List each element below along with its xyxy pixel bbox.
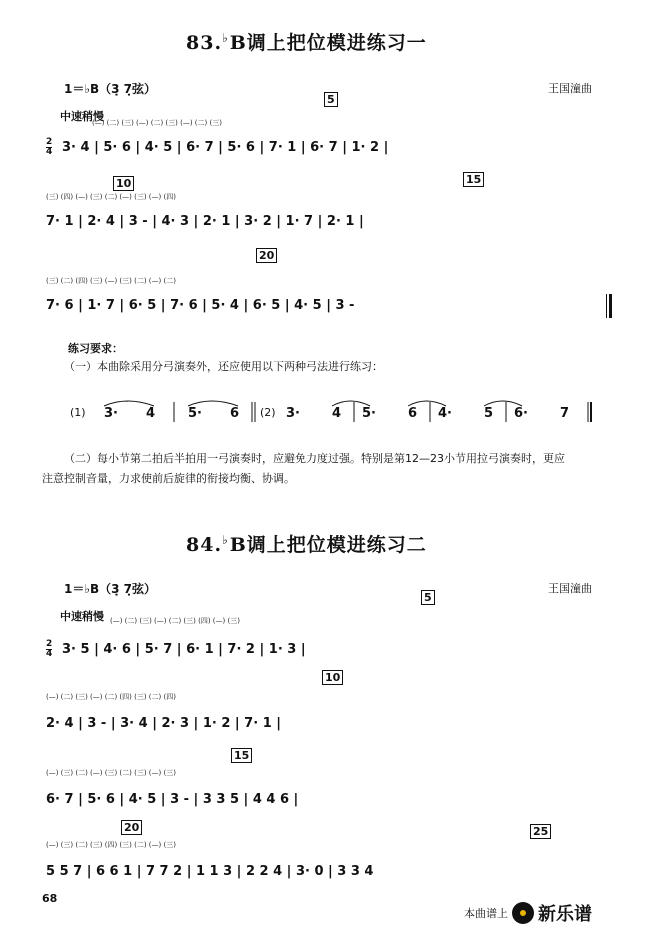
music-disc-logo-icon (512, 902, 534, 924)
piece1-requirement-2-line-2: 注意控制音量，力求使前后旋律的衔接均衡、协调。 (42, 472, 295, 485)
piece2-fingering-row-2: (—) (二) (三) (—) (二) (四) (三) (二) (四) (46, 693, 176, 701)
piece2-fingering-row-3: (—) (三) (二) (—) (三) (二) (三) (—) (三) (46, 769, 176, 777)
piece1-fingering-row-2: (三) (四) (—) (三) (二) (—) (三) (—) (四) (46, 193, 176, 201)
piece1-key: 1＝♭B（3̣ 7̣弦） (64, 82, 157, 96)
piece1-row-3: 7· 6 | 1· 7 | 6· 5 | 7· 6 | 5· 4 | 6· 5 | 4· 5 | 3 - (46, 298, 355, 313)
exercise-2-label: (2) (260, 406, 276, 419)
piece1-rehearsal-10: 10 (113, 176, 134, 191)
exercise-2-note-d: 6 (408, 406, 418, 421)
piece1-flat-sign: ♭ (222, 31, 229, 45)
piece1-requirement-2-line-1: （二）每小节第二拍后半拍用一弓演奏时，应避免力度过强。特别是第12—23小节用拉弓演奏时，更应 (64, 452, 565, 465)
piece2-title-text: B调上把位模进练习二 (229, 534, 427, 556)
page-number: 68 (42, 892, 58, 905)
exercise-1-note-b: 4 (146, 406, 156, 421)
piece1-final-barline (606, 294, 612, 318)
exercise-2-note-b: 4 (332, 406, 342, 421)
piece1-row-1: 3· 4 | 5· 6 | 4· 5 | 6· 7 | 5· 6 | 7· 1 | 6· 7 | 1· 2 | (62, 140, 389, 155)
piece2-rehearsal-20: 20 (121, 820, 142, 835)
piece2-composer: 王国潼曲 (548, 582, 592, 595)
piece2-title (186, 530, 427, 557)
piece1-rehearsal-15: 15 (463, 172, 484, 187)
site-logo-text: 新乐谱 (538, 904, 592, 925)
piece2-row-2: 2· 4 | 3 - | 3· 4 | 2· 3 | 1· 2 | 7· 1 | (46, 716, 282, 731)
piece2-flat-sign: ♭ (222, 533, 229, 547)
slur-marks (70, 398, 610, 428)
piece1-requirement-1: （一）本曲除采用分弓演奏外，还应使用以下两种弓法进行练习： (64, 360, 383, 373)
exercise-2-note-f: 5 (484, 406, 494, 421)
exercise-1-note-c: 5· (188, 406, 202, 421)
piece1-rehearsal-20: 20 (256, 248, 277, 263)
piece2-row-3: 6· 7 | 5· 6 | 4· 5 | 3 - | 3 3 5 | 4 4 6 | (46, 792, 299, 807)
exercise-2-note-g: 6· (514, 406, 528, 421)
exercise-2-note-a: 3· (286, 406, 300, 421)
site-watermark (458, 900, 598, 926)
piece1-number: 83. (186, 32, 223, 54)
piece2-row-4: 5 5 7 | 6 6 1 | 7 7 2 | 1 1 3 | 2 2 4 | 3· 0 | 3 3 4 (46, 864, 374, 879)
piece1-composer: 王国潼曲 (548, 82, 592, 95)
piece2-number: 84. (186, 534, 223, 556)
exercise-2-note-e: 4· (438, 406, 452, 421)
piece1-title (186, 28, 427, 55)
piece2-rehearsal-5: 5 (421, 590, 435, 605)
piece2-fingering-row-4: (—) (三) (二) (三) (四) (三) (二) (—) (三) (46, 841, 176, 849)
exercise-1-note-a: 3· (104, 406, 118, 421)
piece1-requirements-heading: 练习要求： (68, 342, 123, 355)
piece1-tempo: 中速稍慢 (60, 110, 104, 123)
piece2-rehearsal-10: 10 (322, 670, 343, 685)
piece2-key: 1＝♭B（3̣ 7̣弦） (64, 582, 157, 596)
piece1-fingering-row-3: (三) (二) (四) (三) (—) (三) (二) (—) (二) (46, 277, 176, 285)
piece1-rehearsal-5: 5 (324, 92, 338, 107)
piece2-tempo: 中速稍慢 (60, 610, 104, 623)
piece1-time-signature: 2 4 (46, 137, 53, 157)
exercise-2-note-c: 5· (362, 406, 376, 421)
piece2-row-1: 3· 5 | 4· 6 | 5· 7 | 6· 1 | 7· 2 | 1· 3 | (62, 642, 306, 657)
watermark-text: 本曲谱上 (464, 907, 508, 920)
piece1-fingering-row-1: (—) (二) (三) (—) (二) (三) (—) (二) (三) (92, 119, 222, 127)
exercise-1-note-d: 6 (230, 406, 240, 421)
exercise-1-label: (1) (70, 406, 86, 419)
piece1-row-2: 7· 1 | 2· 4 | 3 - | 4· 3 | 2· 1 | 3· 2 | 1· 7 | 2· 1 | (46, 214, 364, 229)
piece2-fingering-row-1: (—) (二) (三) (—) (二) (三) (四) (—) (三) (110, 617, 240, 625)
exercise-2-note-h: 7 (560, 406, 570, 421)
piece2-rehearsal-15: 15 (231, 748, 252, 763)
piece2-time-signature: 2 4 (46, 639, 53, 659)
piece1-title-text: B调上把位模进练习一 (229, 32, 427, 54)
piece2-rehearsal-25: 25 (530, 824, 551, 839)
bowing-exercise-line (70, 398, 610, 428)
